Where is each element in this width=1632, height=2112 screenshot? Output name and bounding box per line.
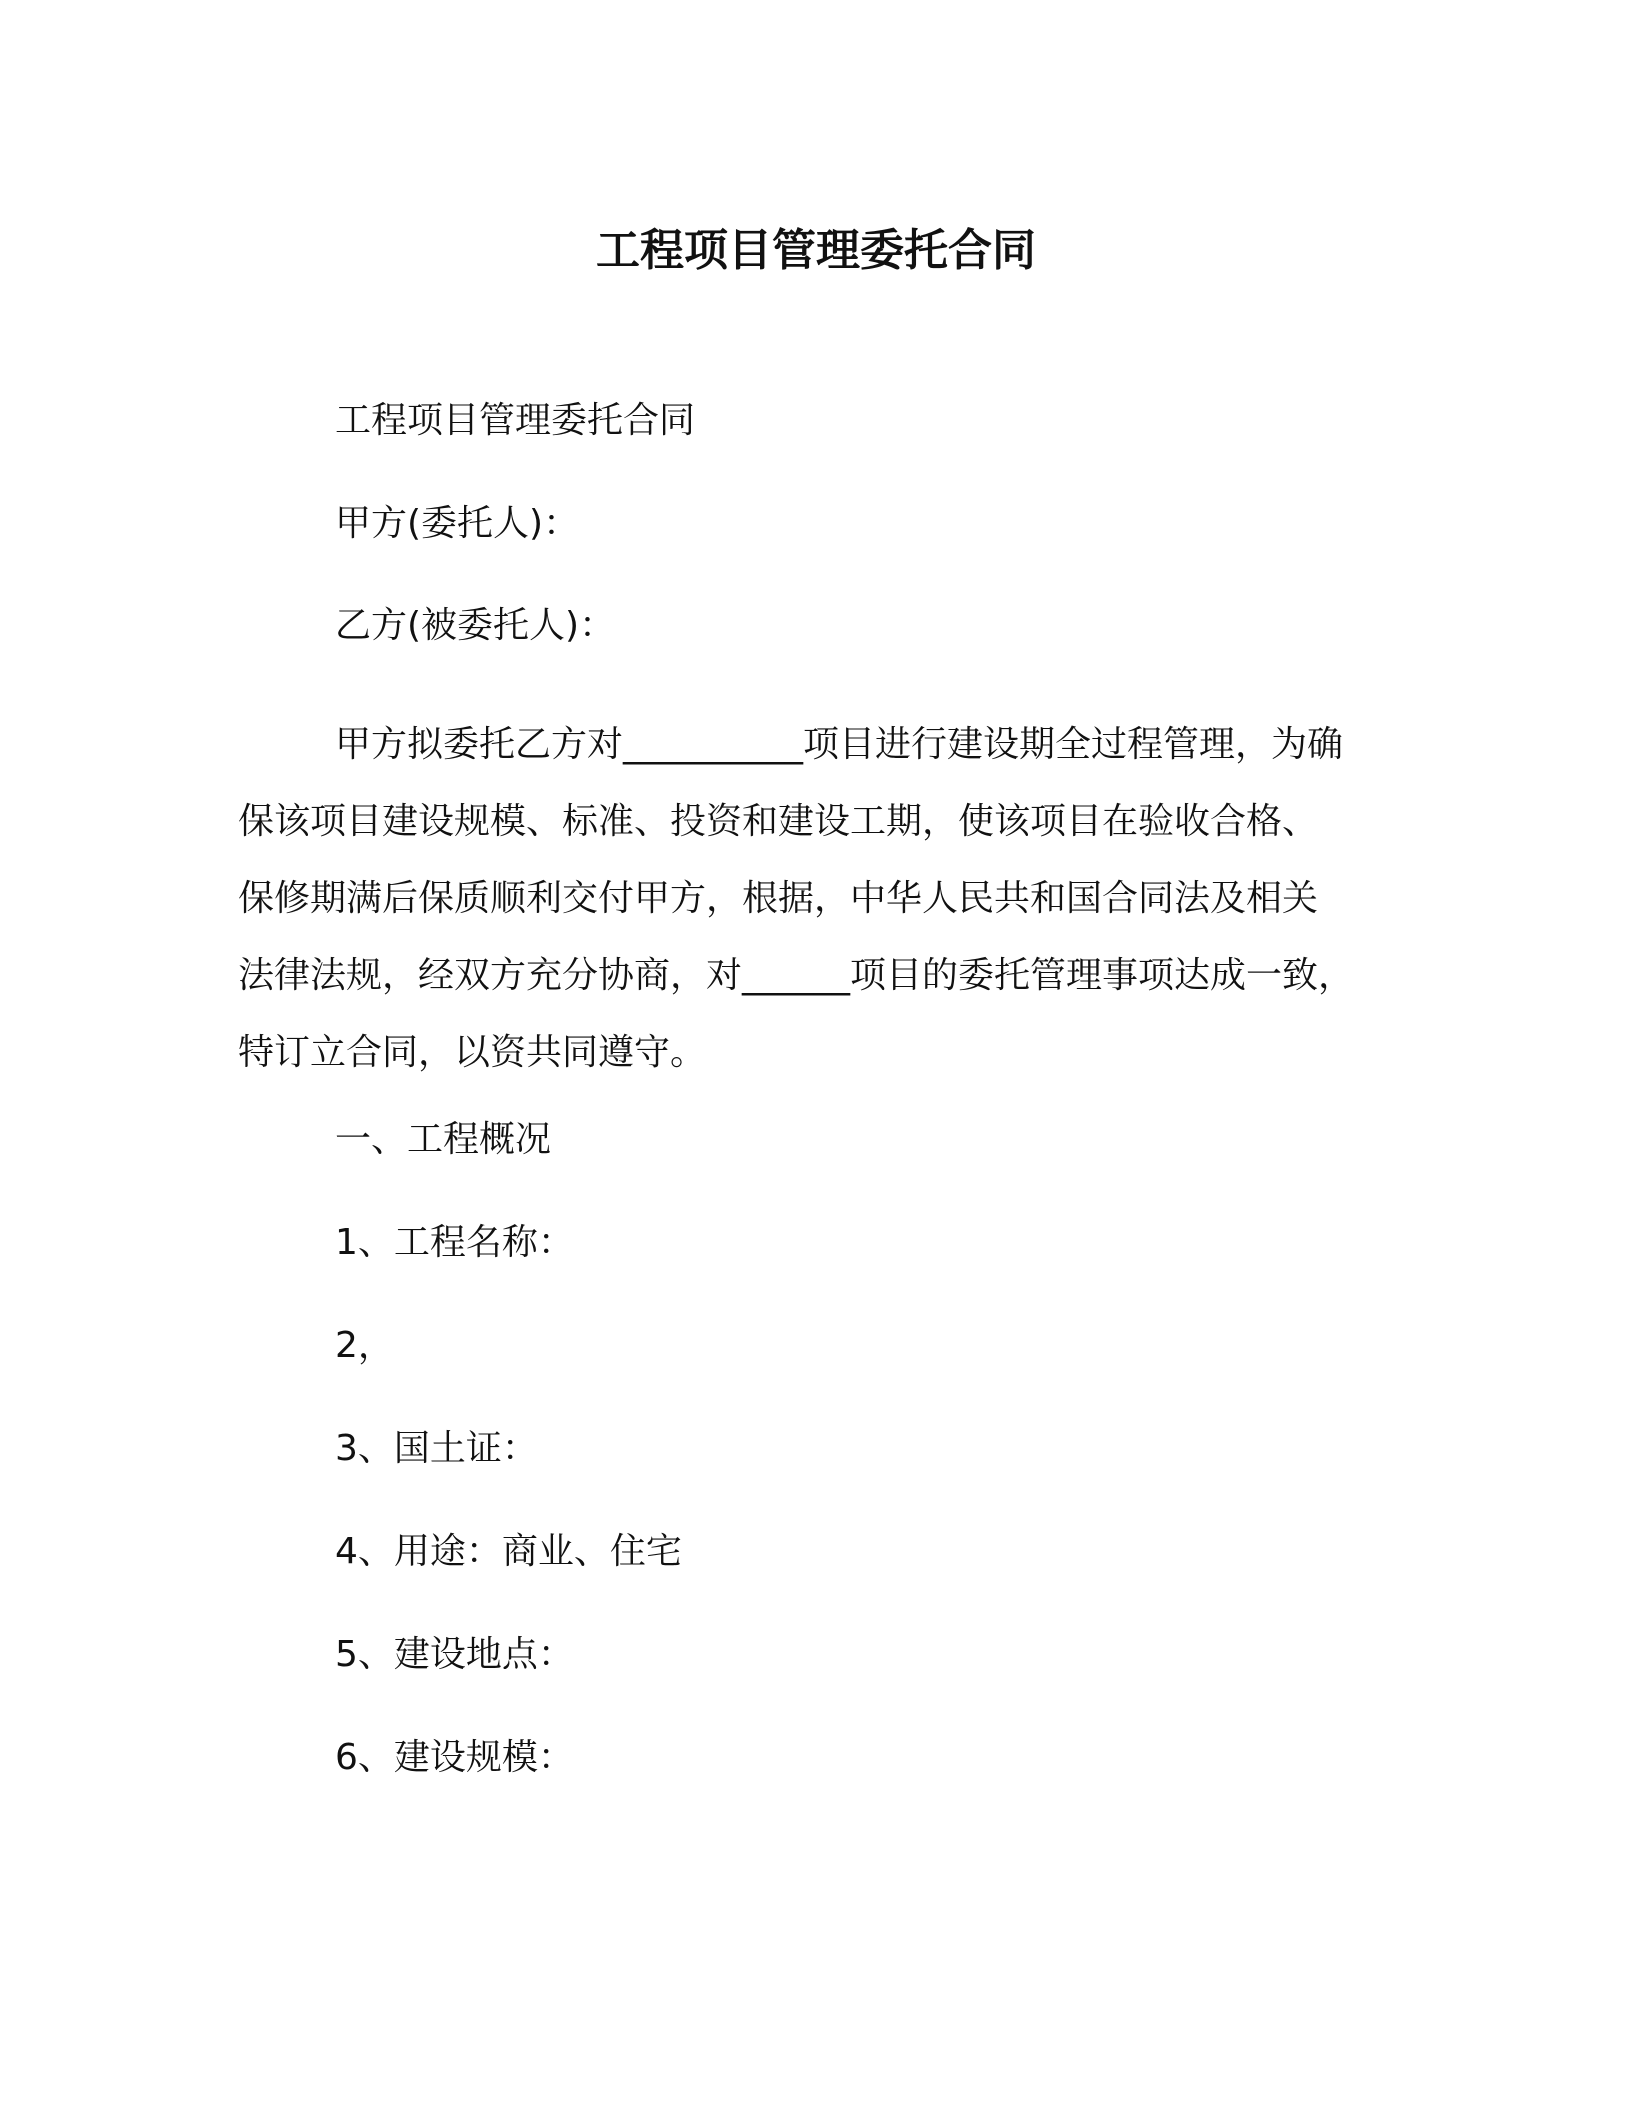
intro-line: 法律法规，经双方充分协商，对______项目的委托管理事项达成一致， [238, 955, 1355, 996]
list-item: 2， [335, 1325, 394, 1366]
party-b-label: 乙方(被委托人)： [335, 605, 616, 646]
party-a-label: 甲方(委托人)： [335, 503, 580, 544]
intro-line: 甲方拟委托乙方对__________项目进行建设期全过程管理，为确 [335, 724, 1344, 765]
intro-line: 特订立合同，以资共同遵守。 [238, 1032, 707, 1073]
section-heading: 一、工程概况 [335, 1119, 552, 1160]
subtitle: 工程项目管理委托合同 [335, 400, 696, 441]
document-title: 工程项目管理委托合同 [596, 225, 1036, 276]
list-item: 5、建设地点： [335, 1634, 574, 1675]
intro-paragraph [238, 706, 1398, 1091]
intro-line: 保修期满后保质顺利交付甲方，根据，中华人民共和国合同法及相关 [238, 878, 1319, 919]
list-item: 1、工程名称： [335, 1222, 574, 1263]
list-item: 4、用途：商业、住宅 [335, 1531, 682, 1572]
list-item: 3、国土证： [335, 1428, 538, 1469]
list-item: 6、建设规模： [335, 1737, 574, 1778]
intro-line: 保该项目建设规模、标准、投资和建设工期，使该项目在验收合格、 [238, 801, 1319, 842]
